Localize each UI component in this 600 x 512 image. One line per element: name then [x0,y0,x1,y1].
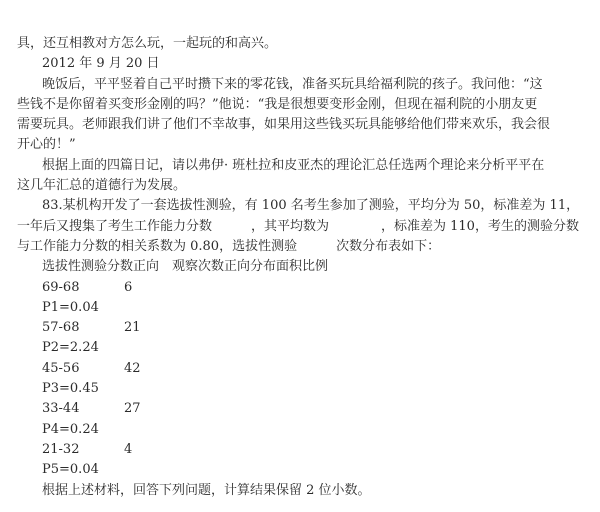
table-row [17,359,597,379]
range-cell: 57-68 [42,320,80,336]
paragraph-line: 开心的！” [17,137,76,153]
question-82-line: 这几年汇总的道德行为发展。 [17,178,187,194]
question-83-line: 与工作能力分数的相关系数为 0.80，选拔性测验 次数分布表如下： [17,238,441,254]
question-82-line: 根据上面的四篇日记，请以弗伊· 班杜拉和皮亚杰的理论汇总任选两个理论来分析平平在 [42,157,545,173]
question-83-line: 83.某机构开发了一套选拔性测验，有 100 名考生参加了测验，平均分为 50，标准差为 11， [42,198,580,214]
count-cell: 6 [124,279,133,295]
table-header: 选拔性测验分数正向 观察次数正向分布面积比例 [42,259,329,275]
table-row [17,399,597,419]
count-cell: 4 [124,441,133,457]
proportion-row: P3=0.45 [42,381,99,397]
proportion-row: P2=2.24 [42,340,99,356]
count-cell: 21 [124,320,141,336]
document-page [17,34,597,501]
question-83-line: 一年后又搜集了考生工作能力分数 ，其平均数为 ，标准差为 110，考生的测验分数 [17,218,579,234]
range-cell: 33-44 [42,401,80,417]
paragraph-line: 具，还互相教对方怎么玩，一起玩的和高兴。 [17,36,278,51]
range-cell: 69-68 [42,279,80,295]
table-row [17,318,597,338]
paragraph-line: 晚饭后，平平竖着自己平时攒下来的零花钱，准备买玩具给福利院的孩子。我问他：“这 [42,76,543,92]
proportion-row: P1=0.04 [42,299,99,315]
count-cell: 42 [124,360,141,376]
instruction-line: 根据上述材料，回答下列问题，计算结果保留 2 位小数。 [42,482,371,498]
proportion-row: P4=0.24 [42,421,99,437]
paragraph-line: 些钱不是你留着买变形金刚的吗？”他说：“我是很想要变形金刚，但现在福利院的小朋友更 [17,96,538,112]
count-cell: 27 [124,401,141,417]
table-row [17,440,597,460]
range-cell: 21-32 [42,441,80,457]
range-cell: 45-56 [42,360,80,376]
paragraph-line: 需要玩具。老师跟我们讲了他们不幸故事，如果用这些钱买玩具能够给他们带来欢乐，我会很 [17,117,551,133]
diary-date: 2012 年 9 月 20 日 [42,56,160,72]
table-row [17,278,597,298]
proportion-row: P5=0.04 [42,462,99,478]
